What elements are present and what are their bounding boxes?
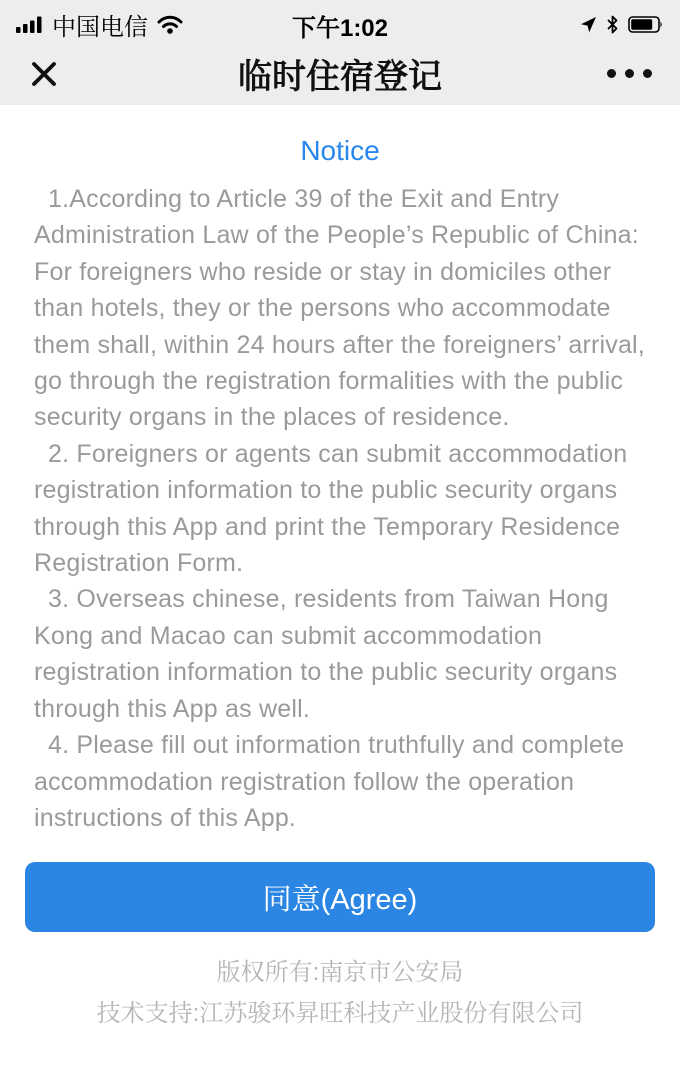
page-footer bbox=[0, 952, 680, 1034]
notice-section bbox=[0, 135, 680, 836]
more-button[interactable] bbox=[603, 54, 656, 94]
notice-paragraph-4: 4. Please fill out information truthfully and complete accommodation registration follow the operation instructions of this App. bbox=[34, 731, 625, 832]
notice-paragraph-1: 1.According to Article 39 of the Exit and Entry Administration Law of the People’s Republic of China: For foreigners who reside or stay in domiciles other than hotels, they or the persons who accommodate them shall, within 24 hours after the foreigners’ arrival, go through the registration formalities with the public security organs in the places of residence. bbox=[34, 185, 645, 432]
agree-button[interactable]: 同意(Agree) bbox=[25, 862, 655, 932]
status-left-group bbox=[16, 7, 183, 42]
status-bar bbox=[0, 0, 680, 42]
notice-paragraph-3: 3. Overseas chinese, residents from Taiwan Hong Kong and Macao can submit accommodation registration information to the public security organs through this App as well. bbox=[34, 585, 618, 723]
notice-paragraph-2: 2. Foreigners or agents can submit accommodation registration information to the public security organs through this App and print the Temporary Residence Registration Form. bbox=[34, 439, 628, 578]
location-arrow-icon bbox=[580, 16, 597, 33]
signal-bars-icon bbox=[16, 16, 43, 33]
notice-body bbox=[34, 181, 646, 836]
page-title: 临时住宿登记 bbox=[238, 58, 442, 96]
bluetooth-icon bbox=[606, 15, 619, 34]
nav-bar bbox=[0, 42, 680, 105]
notice-title: Notice bbox=[300, 135, 380, 166]
footer-support: 技术支持:江苏骏环昇旺科技产业股份有限公司 bbox=[96, 1000, 584, 1028]
footer-copyright: 版权所有:南京市公安局 bbox=[216, 959, 464, 987]
battery-icon bbox=[628, 16, 664, 33]
status-right-group bbox=[580, 15, 664, 34]
wifi-icon bbox=[157, 15, 183, 34]
close-button[interactable] bbox=[24, 54, 64, 94]
clock-label: 下午1:02 bbox=[291, 15, 389, 42]
more-ellipsis-icon bbox=[607, 69, 652, 78]
close-icon bbox=[27, 57, 61, 91]
carrier-label: 中国电信 bbox=[52, 13, 148, 41]
